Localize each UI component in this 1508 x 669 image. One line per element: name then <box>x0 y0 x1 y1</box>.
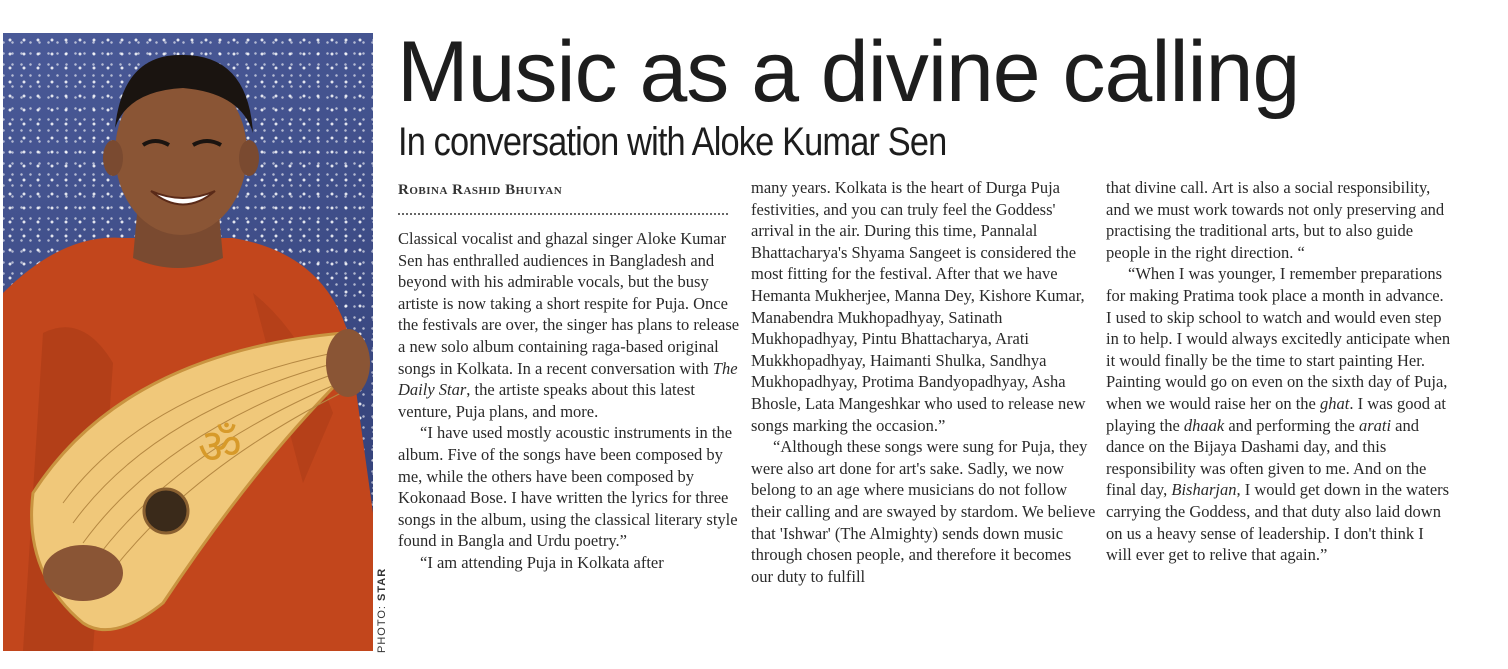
svg-text:ॐ: ॐ <box>198 419 242 475</box>
subheadline: In conversation with Aloke Kumar Sen <box>398 120 947 164</box>
photo-credit: PHOTO: STAR <box>376 567 388 653</box>
singer-with-swarmandal-illustration <box>3 33 373 651</box>
headline: Music as a divine calling <box>397 24 1300 120</box>
paragraph: “Although these songs were sung for Puja, they were also art done for art's sake. Sadly, we now belong to an age where musicians do not follow their calling and are swayed by stardom. We believe that 'Ishwar' (The Almighty) sends down music through chosen people, and therefore it becomes our duty to fulfill <box>751 437 1096 586</box>
paragraph: many years. Kolkata is the heart of Durga Puja festivities, and you can truly feel the Goddess' arrival in the air. During this time, Pannalal Bhattacharya's Shyama Sangeet is considered the most fitting for the festival. After that we have Hemanta Mukherjee, Manna Dey, Kishore Kumar, Manabendra Mukhopadhyay, Satinath Mukhopadhyay, Pintu Bhattacharya, Arati Mukkhopadhyay, Haimanti Shulka, Sandhya Mukhopadhyay, Protima Bandyopadhyay, Asha Bhosle, Lata Mangeshkar who used to release new songs marking the occasion.” <box>751 178 1086 435</box>
paragraph: “I am attending Puja in Kolkata after <box>420 552 664 572</box>
paragraph: “I have used mostly acoustic instruments in the album. Five of the songs have been composed by me, while the others have been composed by Kokonaad Bose. I have written the lyrics for three songs in the album, using the classical literary style found in Bangla and Urdu poetry.” <box>398 423 738 551</box>
article-column-2 <box>751 177 1096 587</box>
article-column-1 <box>398 228 743 574</box>
paragraph: “When I was younger, I remember preparations for making Pratima took place a month in advance. I used to skip school to watch and would even step in to help. I would always excitedly anticipate when it would finally be the time to start painting Her. Painting would go on even on the sixth day of Puja, when we would raise her on the ghat. I was good at playing the dhaak and performing the arati and dance on the Bijaya Dashami day, and this responsibility was often given to me. And on the final day, Bisharjan, I would get down in the waters carrying the Goddess, and that duty also laid down on us a heavy sense of leadership. I don't think I will ever get to relive that again.” <box>1106 264 1451 565</box>
article-photo <box>3 33 373 651</box>
paragraph: Classical vocalist and ghazal singer Aloke Kumar Sen has enthralled audiences in Bangladesh and beyond with his admirable vocals, but the busy artiste is now taking a short respite for Puja. Once the festivals are over, the singer has plans to release a new solo album containing raga-based original songs in Kolkata. In a recent conversation with The Daily Star, the artiste speaks about this latest venture, Puja plans, and more. <box>398 229 740 421</box>
byline: Robina Rashid Bhuiyan <box>398 182 728 215</box>
paragraph: that divine call. Art is also a social responsibility, and we must work towards not only preserving and practising the traditional arts, but to also guide people in the right direction. “ <box>1106 178 1445 262</box>
article-column-3 <box>1106 177 1451 566</box>
